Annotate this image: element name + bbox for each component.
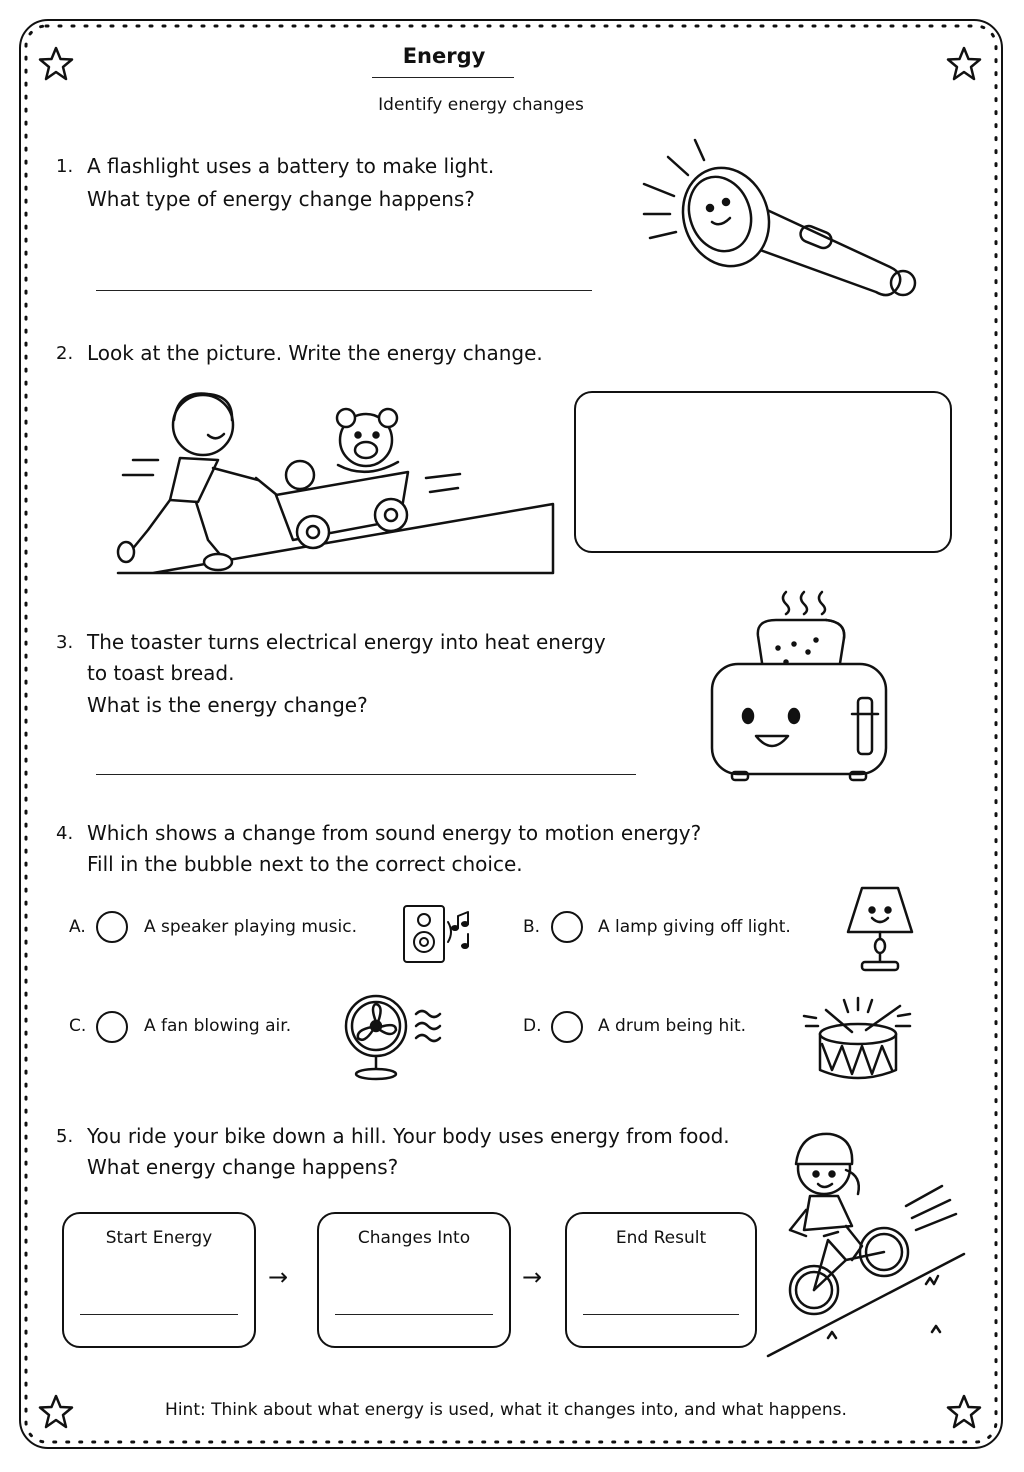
q2-line1: Look at the picture. Write the energy change. bbox=[87, 341, 543, 365]
option-a-letter: A. bbox=[69, 917, 86, 937]
q3-line1: The toaster turns electrical energy into heat energy bbox=[87, 630, 606, 654]
option-d-letter: D. bbox=[523, 1016, 542, 1036]
option-a-bubble[interactable] bbox=[96, 911, 128, 943]
q3-line2: to toast bread. bbox=[87, 661, 235, 685]
option-b-bubble[interactable] bbox=[551, 911, 583, 943]
q4-number: 4. bbox=[56, 823, 74, 844]
drum-icon bbox=[800, 996, 916, 1082]
q4-line2: Fill in the bubble next to the correct choice. bbox=[87, 852, 523, 876]
q1-answer-line[interactable] bbox=[96, 290, 592, 291]
q4-line1: Which shows a change from sound energy to motion energy? bbox=[87, 821, 702, 845]
page-title: Energy bbox=[402, 44, 486, 68]
changes-into-label: Changes Into bbox=[357, 1228, 471, 1248]
option-a-text: A speaker playing music. bbox=[144, 917, 357, 937]
lamp-icon bbox=[844, 884, 916, 976]
hint-text: Hint: Think about what energy is used, what it changes into, and what happens. bbox=[165, 1400, 847, 1420]
option-b-letter: B. bbox=[523, 917, 541, 937]
option-b-text: A lamp giving off light. bbox=[598, 917, 791, 937]
q2-answer-box[interactable] bbox=[574, 391, 952, 553]
q5-line1: You ride your bike down a hill. Your body uses energy from food. bbox=[87, 1124, 730, 1148]
toaster-illustration bbox=[706, 586, 892, 786]
q1-number: 1. bbox=[56, 156, 74, 177]
q5-line2: What energy change happens? bbox=[87, 1155, 399, 1179]
option-c-text: A fan blowing air. bbox=[144, 1016, 292, 1036]
changes-into-answer-line[interactable] bbox=[335, 1314, 493, 1315]
option-d-bubble[interactable] bbox=[551, 1011, 583, 1043]
start-energy-label: Start Energy bbox=[105, 1228, 213, 1248]
q1-line2: What type of energy change happens? bbox=[87, 187, 475, 211]
boy-pushing-wagon-illustration bbox=[108, 380, 558, 580]
q3-number: 3. bbox=[56, 632, 74, 653]
q5-number: 5. bbox=[56, 1126, 74, 1147]
q1-line1: A flashlight uses a battery to make light. bbox=[87, 154, 495, 178]
end-result-label: End Result bbox=[615, 1228, 707, 1248]
option-c-letter: C. bbox=[69, 1016, 87, 1036]
speaker-icon bbox=[402, 902, 482, 964]
girl-riding-bike-illustration bbox=[766, 1120, 966, 1360]
start-energy-answer-line[interactable] bbox=[80, 1314, 238, 1315]
end-result-answer-line[interactable] bbox=[583, 1314, 739, 1315]
flashlight-illustration bbox=[640, 132, 930, 302]
q3-answer-line[interactable] bbox=[96, 774, 636, 775]
fan-icon bbox=[342, 992, 444, 1082]
title-underline bbox=[372, 77, 514, 78]
option-c-bubble[interactable] bbox=[96, 1011, 128, 1043]
arrow-icon: → bbox=[268, 1263, 289, 1291]
start-energy-box[interactable] bbox=[62, 1212, 256, 1348]
option-d-text: A drum being hit. bbox=[598, 1016, 747, 1036]
page-subtitle: Identify energy changes bbox=[378, 95, 584, 115]
arrow-icon: → bbox=[522, 1263, 543, 1291]
star-icon bbox=[946, 46, 982, 82]
q2-number: 2. bbox=[56, 343, 74, 364]
q3-line3: What is the energy change? bbox=[87, 693, 368, 717]
changes-into-box[interactable] bbox=[317, 1212, 511, 1348]
end-result-box[interactable] bbox=[565, 1212, 757, 1348]
